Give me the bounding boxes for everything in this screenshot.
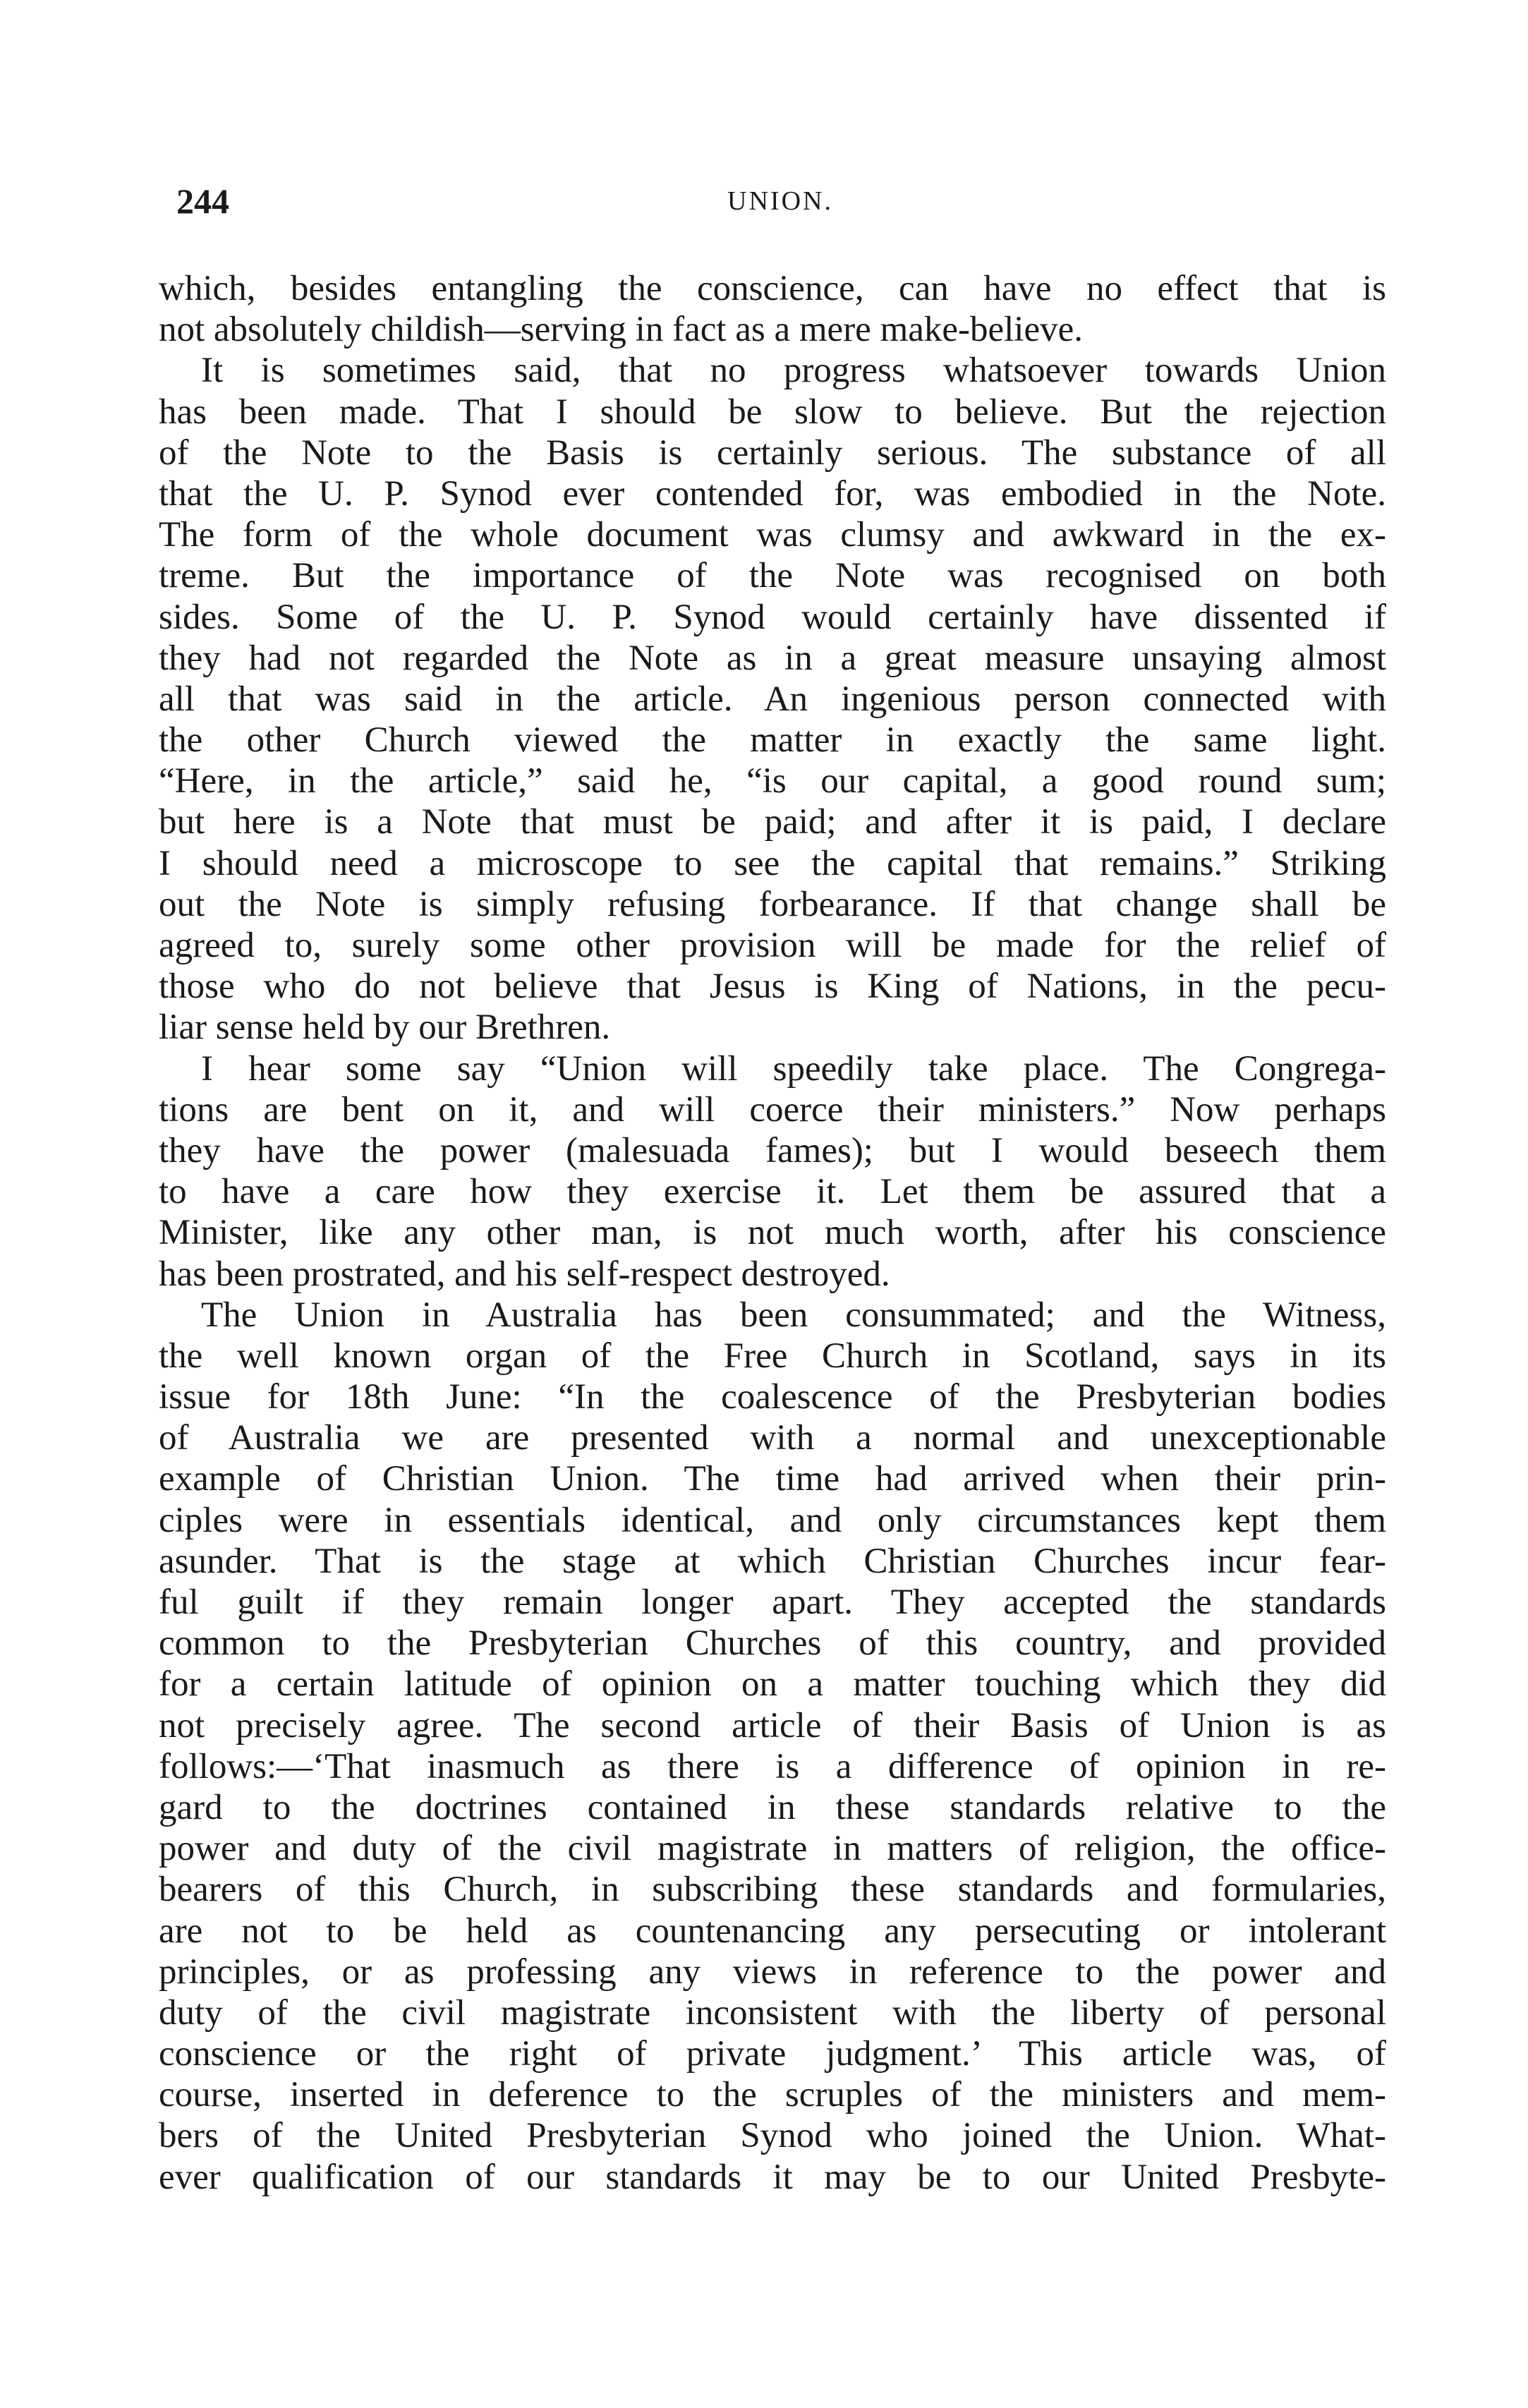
text-line: example of Christian Union. The time had arrived when their prin- — [159, 1459, 1386, 1499]
text-line: has been prostrated, and his self-respect destroyed. — [159, 1254, 890, 1294]
text-line: the well known organ of the Free Church in Scotland, says in its — [159, 1336, 1386, 1376]
text-line: has been made. That I should be slow to believe. But the rejection — [159, 392, 1386, 432]
text-line: The form of the whole document was clumsy and awkward in the ex- — [159, 515, 1386, 555]
text-line: are not to be held as countenancing any persecuting or intolerant — [159, 1911, 1386, 1951]
text-line: follows:—‘That inasmuch as there is a difference of opinion in re- — [159, 1746, 1386, 1786]
text-line: the other Church viewed the matter in exactly the same light. — [159, 720, 1386, 761]
text-line: asunder. That is the stage at which Christian Churches incur fear- — [159, 1541, 1386, 1581]
text-line: of Australia we are presented with a normal and unexceptionable — [159, 1418, 1386, 1458]
text-line: gard to the doctrines contained in these standards relative to the — [159, 1787, 1386, 1827]
text-line: of the Note to the Basis is certainly serious. The substance of all — [159, 432, 1386, 473]
text-line: they have the power (malesuada fames); but I would beseech them — [159, 1130, 1386, 1170]
text-line: to have a care how they exercise it. Let them be assured that a — [159, 1172, 1386, 1212]
text-line: I should need a microscope to see the capital that remains.” Striking — [159, 843, 1386, 883]
running-title: UNION. — [727, 186, 833, 216]
text-line: agreed to, surely some other provision will be made for the relief of — [159, 926, 1386, 965]
text-line: principles, or as professing any views in reference to the power and — [159, 1952, 1386, 1992]
text-line: out the Note is simply refusing forbearance. If that change shall be — [159, 884, 1386, 924]
text-line: “Here, in the article,” said he, “is our capital, a good round sum; — [159, 761, 1386, 801]
text-line: ciples were in essentials identical, and only circumstances kept them — [159, 1500, 1386, 1540]
text-line: that the U. P. Synod ever contended for, was embodied in the Note. — [159, 473, 1386, 514]
page-number: 244 — [176, 181, 229, 221]
text-line: ever qualification of our standards it may be to our United Presbyte- — [159, 2157, 1386, 2197]
text-line: but here is a Note that must be paid; and after it is paid, I declare — [159, 802, 1386, 842]
text-line: all that was said in the article. An ingenious person connected with — [159, 679, 1386, 719]
text-line: bearers of this Church, in subscribing these standards and formularies, — [159, 1870, 1386, 1910]
text-line: which, besides entangling the conscience, can have no effect that is — [159, 269, 1386, 308]
text-line: they had not regarded the Note as in a great measure unsaying almost — [159, 638, 1386, 678]
text-line: issue for 18th June: “In the coalescence of the Presbyterian bodies — [159, 1377, 1386, 1417]
text-line: It is sometimes said, that no progress whatsoever towards Union — [201, 351, 1386, 391]
running-head — [176, 180, 1384, 222]
text-line: those who do not believe that Jesus is King of Nations, in the pecu- — [159, 967, 1386, 1007]
text-line: conscience or the right of private judgment.’ This article was, of — [159, 2034, 1386, 2074]
text-line: for a certain latitude of opinion on a matter touching which they did — [159, 1664, 1386, 1705]
text-line: treme. But the importance of the Note was recognised on both — [159, 556, 1386, 596]
text-line: sides. Some of the U. P. Synod would certainly have dissented if — [159, 597, 1386, 637]
text-line: course, inserted in deference to the scruples of the ministers and mem- — [159, 2075, 1386, 2115]
text-line: duty of the civil magistrate inconsistent with the liberty of personal — [159, 1992, 1386, 2033]
text-line: Minister, like any other man, is not much worth, after his conscience — [159, 1213, 1386, 1253]
text-line: not absolutely childish—serving in fact as a mere make-believe. — [159, 310, 1083, 350]
text-line: tions are bent on it, and will coerce their ministers.” Now perhaps — [159, 1089, 1386, 1130]
text-line: power and duty of the civil magistrate in matters of religion, the office- — [159, 1829, 1386, 1869]
text-line: ful guilt if they remain longer apart. They accepted the standards — [159, 1583, 1386, 1622]
text-line: not precisely agree. The second article of their Basis of Union is as — [159, 1705, 1386, 1746]
text-line: common to the Presbyterian Churches of this country, and provided — [159, 1623, 1386, 1664]
text-line: I hear some say “Union will speedily take place. The Congrega- — [201, 1048, 1386, 1089]
text-line: The Union in Australia has been consummated; and the Witness, — [201, 1295, 1386, 1335]
text-line: bers of the United Presbyterian Synod who joined the Union. What- — [159, 2116, 1386, 2156]
body-text — [159, 268, 1386, 2198]
text-line: liar sense held by our Brethren. — [159, 1008, 611, 1048]
